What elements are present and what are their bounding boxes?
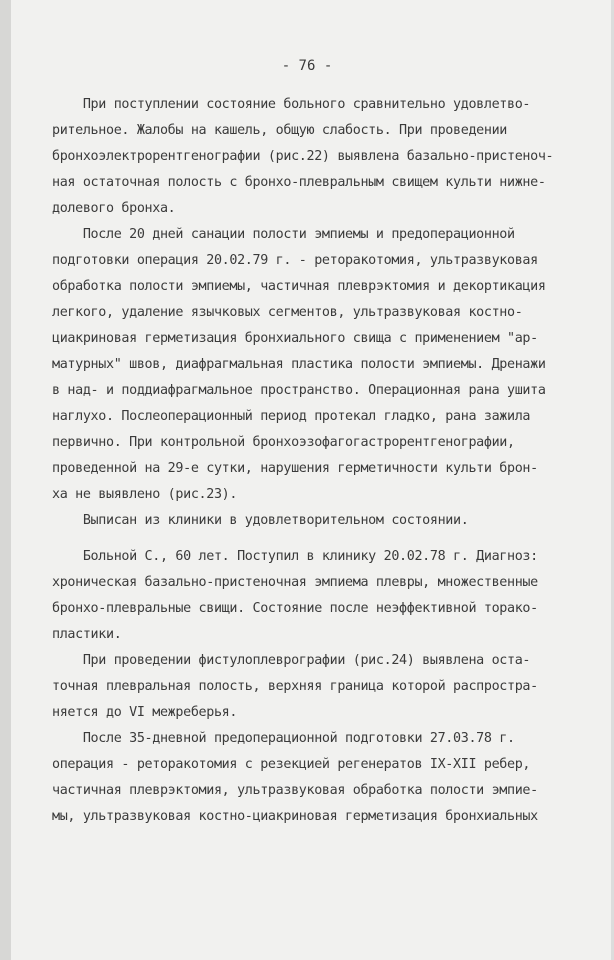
text-line: операция - реторакотомия с резекцией регенератов IX-XII ребер, bbox=[52, 757, 531, 772]
text-line: первично. При контрольной бронхоэзофагогастрорентгенографии, bbox=[52, 435, 515, 450]
paragraph bbox=[52, 648, 600, 726]
text-line: рительное. Жалобы на кашель, общую слабость. При проведении bbox=[52, 123, 507, 138]
text-line: частичная плеврэктомия, ультразвуковая обработка полости эмпие- bbox=[52, 783, 538, 798]
text-line: обработка полости эмпиемы, частичная плеврэктомия и декортикация bbox=[52, 279, 546, 294]
text-line: При проведении фистулоплеврографии (рис.24) выявлена оста- bbox=[52, 653, 531, 668]
text-line: легкого, удаление язычковых сегментов, ультразвуковая костно- bbox=[52, 305, 523, 320]
paragraph bbox=[52, 544, 600, 648]
text-line: ная остаточная полость с бронхо-плевральным свищем культи нижне- bbox=[52, 175, 546, 190]
text-line: бронхоэлектрорентгенографии (рис.22) выявлена базально-пристеноч- bbox=[52, 149, 554, 164]
text-line: бронхо-плевральные свищи. Состояние после неэффективной торако- bbox=[52, 601, 538, 616]
text-line: проведенной на 29-е сутки, нарушения герметичности культи брон- bbox=[52, 461, 538, 476]
paragraph bbox=[52, 508, 600, 534]
text-line: в над- и поддиафрагмальное пространство. Операционная рана ушита bbox=[52, 383, 546, 398]
text-line: ха не выявлено (рис.23). bbox=[52, 487, 238, 502]
text-line: подготовки операция 20.02.79 г. - реторакотомия, ультразвуковая bbox=[52, 253, 538, 268]
text-line: матурных" швов, диафрагмальная пластика полости эмпиемы. Дренажи bbox=[52, 357, 546, 372]
paragraph bbox=[52, 222, 600, 508]
text-line: После 35-дневной предоперационной подготовки 27.03.78 г. bbox=[52, 731, 515, 746]
text-line: Выписан из клиники в удовлетворительном состоянии. bbox=[52, 513, 469, 528]
text-line: хроническая базально-пристеночная эмпиема плевры, множественные bbox=[52, 575, 538, 590]
text-line: мы, ультразвуковая костно-циакриновая герметизация бронхиальных bbox=[52, 809, 538, 824]
text-line: При поступлении состояние больного сравнительно удовлетво- bbox=[52, 97, 531, 112]
text-line: Больной С., 60 лет. Поступил в клинику 20.02.78 г. Диагноз: bbox=[52, 549, 538, 564]
body-text bbox=[52, 92, 600, 830]
text-line: пластики. bbox=[52, 627, 122, 642]
text-line: циакриновая герметизация бронхиального свища с применением "ар- bbox=[52, 331, 538, 346]
text-line: точная плевральная полость, верхняя граница которой распростра- bbox=[52, 679, 538, 694]
text-line: наглухо. Послеоперационный период протекал гладко, рана зажила bbox=[52, 409, 531, 424]
paragraph bbox=[52, 92, 600, 222]
paragraph bbox=[52, 726, 600, 830]
text-line: долевого бронха. bbox=[52, 201, 176, 216]
page-number: - 76 - bbox=[281, 58, 333, 74]
text-line: няется до VI межреберья. bbox=[52, 705, 238, 720]
page-left-edge bbox=[0, 0, 11, 960]
paragraph-gap bbox=[52, 534, 600, 544]
text-line: После 20 дней санации полости эмпиемы и предоперационной bbox=[52, 227, 515, 242]
